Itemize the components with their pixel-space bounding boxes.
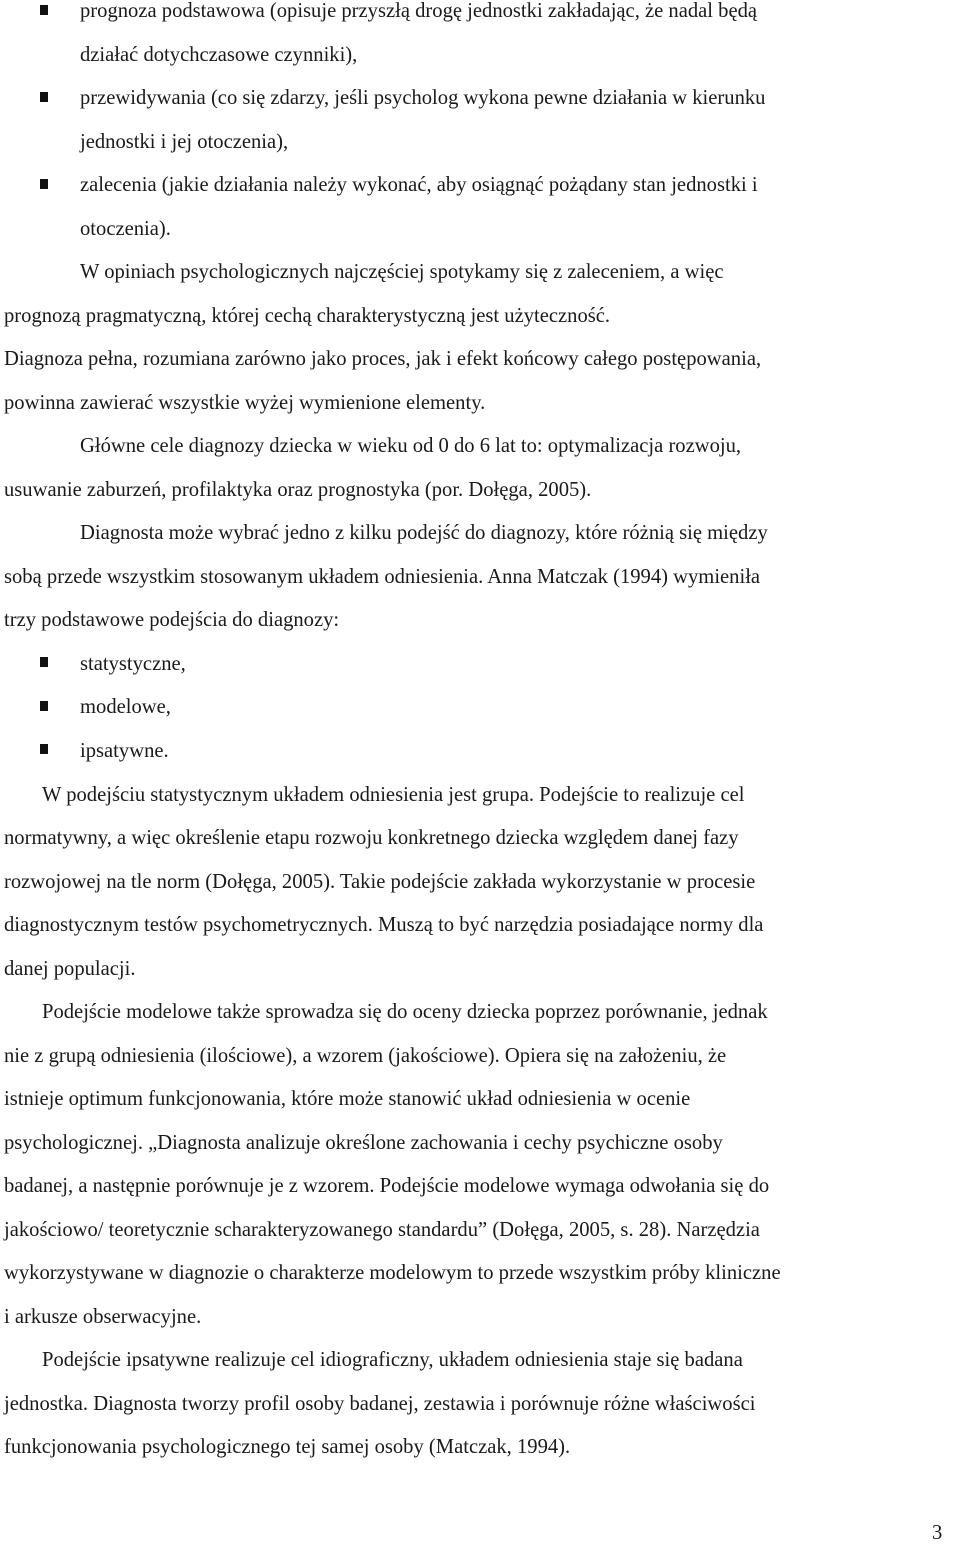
bullet-item-text: ipsatywne. <box>80 740 169 762</box>
bullet-square-icon <box>40 701 48 711</box>
bullet-square-icon <box>40 744 48 754</box>
bullet-item-text: działać dotychczasowe czynniki), <box>80 44 358 66</box>
paragraph-line: usuwanie zaburzeń, profilaktyka oraz prognostyka (por. Dołęga, 2005). <box>4 479 592 501</box>
bullet-item-text: zalecenia (jakie działania należy wykonać, aby osiągnąć pożądany stan jednostki i <box>80 174 758 196</box>
paragraph-line: Diagnosta może wybrać jedno z kilku podejść do diagnozy, które różnią się między <box>80 522 768 544</box>
paragraph-line: nie z grupą odniesienia (ilościowe), a wzorem (jakościowe). Opiera się na założeniu, że <box>4 1045 727 1067</box>
paragraph-line: jednostka. Diagnosta tworzy profil osoby badanej, zestawia i porównuje różne właściwości <box>4 1393 756 1415</box>
bullet-item-text: przewidywania (co się zdarzy, jeśli psycholog wykona pewne działania w kierunku <box>80 87 766 109</box>
paragraph-line: normatywny, a więc określenie etapu rozwoju konkretnego dziecka względem danej fazy <box>4 827 739 849</box>
bullet-item-text: modelowe, <box>80 696 171 718</box>
paragraph-line: wykorzystywane w diagnozie o charakterze modelowym to przede wszystkim próby kliniczne <box>4 1262 781 1284</box>
paragraph-line: danej populacji. <box>4 958 136 980</box>
paragraph-line: istnieje optimum funkcjonowania, które może stanowić układ odniesienia w ocenie <box>4 1088 691 1110</box>
paragraph-line: W podejściu statystycznym układem odniesienia jest grupa. Podejście to realizuje cel <box>42 784 745 806</box>
paragraph-line: Podejście ipsatywne realizuje cel idiograficzny, układem odniesienia staje się badana <box>42 1349 743 1371</box>
paragraph-line: prognozą pragmatyczną, której cechą charakterystyczną jest użyteczność. <box>4 305 611 327</box>
bullet-item-text: statystyczne, <box>80 653 186 675</box>
paragraph-line: Diagnoza pełna, rozumiana zarówno jako proces, jak i efekt końcowy całego postępowania, <box>4 348 762 370</box>
page-number: 3 <box>932 1522 943 1544</box>
bullet-square-icon <box>40 657 48 667</box>
bullet-square-icon <box>40 92 48 102</box>
paragraph-line: rozwojowej na tle norm (Dołęga, 2005). Takie podejście zakłada wykorzystanie w procesie <box>4 871 756 893</box>
paragraph-line: diagnostycznym testów psychometrycznych. Muszą to być narzędzia posiadające normy dla <box>4 914 764 936</box>
paragraph-line: Główne cele diagnozy dziecka w wieku od 0 do 6 lat to: optymalizacja rozwoju, <box>80 435 742 457</box>
paragraph-line: W opiniach psychologicznych najczęściej spotykamy się z zaleceniem, a więc <box>80 261 724 283</box>
bullet-square-icon <box>40 5 48 15</box>
bullet-square-icon <box>40 179 48 189</box>
paragraph-line: psychologicznej. „Diagnosta analizuje określone zachowania i cechy psychiczne osoby <box>4 1132 723 1154</box>
bullet-item-text: prognoza podstawowa (opisuje przyszłą drogę jednostki zakładając, że nadal będą <box>80 0 758 22</box>
paragraph-line: Podejście modelowe także sprowadza się do oceny dziecka poprzez porównanie, jednak <box>42 1001 768 1023</box>
paragraph-line: jakościowo/ teoretycznie scharakteryzowanego standardu” (Dołęga, 2005, s. 28). Narzędzia <box>4 1219 760 1241</box>
paragraph-line: funkcjonowania psychologicznego tej samej osoby (Matczak, 1994). <box>4 1436 571 1458</box>
bullet-item-text: otoczenia). <box>80 218 171 240</box>
paragraph-line: i arkusze obserwacyjne. <box>4 1306 202 1328</box>
bullet-item-text: jednostki i jej otoczenia), <box>80 131 289 153</box>
paragraph-line: powinna zawierać wszystkie wyżej wymienione elementy. <box>4 392 486 414</box>
paragraph-line: badanej, a następnie porównuje je z wzorem. Podejście modelowe wymaga odwołania się do <box>4 1175 770 1197</box>
paragraph-line: sobą przede wszystkim stosowanym układem odniesienia. Anna Matczak (1994) wymieniła <box>4 566 761 588</box>
paragraph-line: trzy podstawowe podejścia do diagnozy: <box>4 609 340 631</box>
